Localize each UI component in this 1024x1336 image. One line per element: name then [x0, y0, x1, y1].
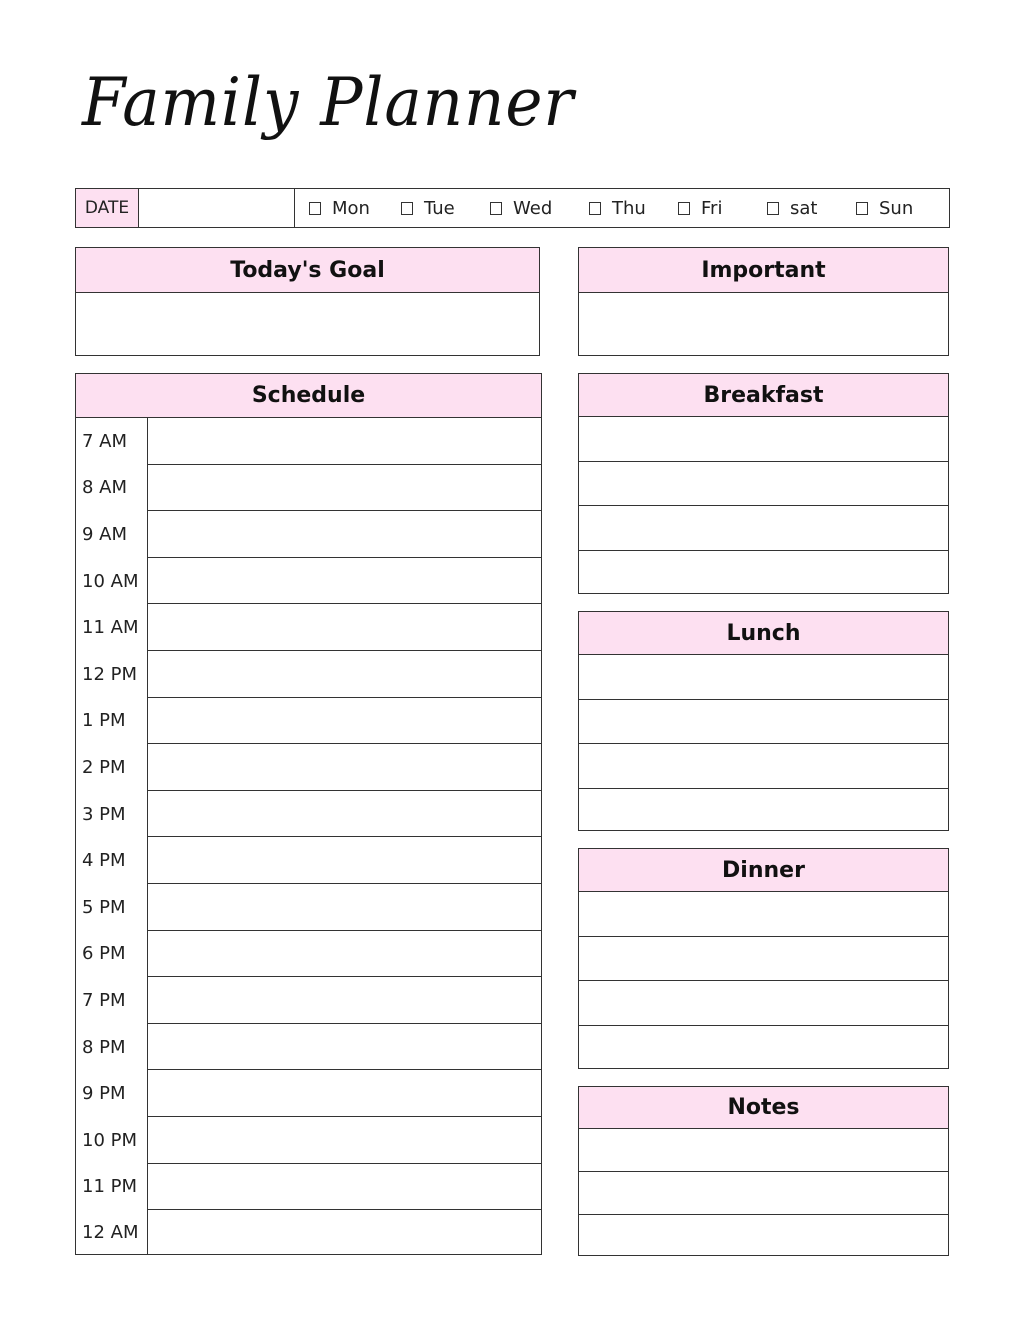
important-header: Important	[579, 248, 948, 293]
dinner-section	[578, 848, 949, 1069]
time-label: 9 AM	[76, 511, 148, 558]
time-label: 8 AM	[76, 465, 148, 512]
day-thu[interactable]	[589, 198, 678, 219]
dinner-line[interactable]	[579, 937, 948, 982]
time-label: 11 PM	[76, 1164, 148, 1211]
day-tue[interactable]	[401, 198, 490, 219]
schedule-slot[interactable]	[148, 418, 541, 465]
dinner-line[interactable]	[579, 981, 948, 1026]
checkbox-icon[interactable]	[856, 202, 868, 215]
checkbox-icon[interactable]	[490, 202, 502, 215]
checkbox-icon[interactable]	[401, 202, 413, 215]
date-bar	[75, 188, 950, 228]
day-wed[interactable]	[490, 198, 589, 219]
checkbox-icon[interactable]	[589, 202, 601, 215]
checkbox-icon[interactable]	[678, 202, 690, 215]
important-section	[578, 247, 949, 356]
lunch-line[interactable]	[579, 700, 948, 745]
schedule-slot[interactable]	[148, 837, 541, 884]
schedule-slot[interactable]	[148, 931, 541, 978]
schedule-slot[interactable]	[148, 1070, 541, 1117]
schedule-header: Schedule	[76, 374, 541, 418]
page-title: Family Planner	[82, 64, 575, 141]
schedule-slot[interactable]	[148, 884, 541, 931]
schedule-row	[76, 604, 541, 651]
dinner-line[interactable]	[579, 892, 948, 937]
notes-line[interactable]	[579, 1172, 948, 1215]
notes-line[interactable]	[579, 1215, 948, 1254]
schedule-row	[76, 791, 541, 838]
schedule-slot[interactable]	[148, 604, 541, 651]
day-sat[interactable]	[767, 198, 856, 219]
lunch-header: Lunch	[579, 612, 948, 655]
schedule-slot[interactable]	[148, 558, 541, 605]
schedule-slot[interactable]	[148, 744, 541, 791]
schedule-slot[interactable]	[148, 651, 541, 698]
schedule-row	[76, 1070, 541, 1117]
time-label: 12 AM	[76, 1210, 148, 1254]
schedule-slot[interactable]	[148, 511, 541, 558]
schedule-row	[76, 931, 541, 978]
day-label: Sun	[879, 197, 914, 219]
dinner-line[interactable]	[579, 1026, 948, 1068]
day-label: Mon	[332, 197, 370, 219]
breakfast-line[interactable]	[579, 551, 948, 593]
time-label: 10 PM	[76, 1117, 148, 1164]
lunch-line[interactable]	[579, 744, 948, 789]
todays-goal-section	[75, 247, 540, 356]
day-label: Fri	[701, 197, 723, 219]
time-label: 5 PM	[76, 884, 148, 931]
day-label: sat	[790, 197, 818, 219]
schedule-slot[interactable]	[148, 1117, 541, 1164]
day-sun[interactable]	[856, 198, 913, 219]
time-label: 1 PM	[76, 698, 148, 745]
time-label: 9 PM	[76, 1070, 148, 1117]
todays-goal-header: Today's Goal	[76, 248, 539, 293]
date-label: DATE	[76, 189, 139, 227]
time-label: 10 AM	[76, 558, 148, 605]
schedule-row	[76, 465, 541, 512]
checkbox-icon[interactable]	[309, 202, 321, 215]
weekday-checklist	[295, 189, 949, 227]
breakfast-line[interactable]	[579, 506, 948, 551]
breakfast-section	[578, 373, 949, 594]
important-field[interactable]	[579, 293, 948, 354]
schedule-row	[76, 744, 541, 791]
time-label: 6 PM	[76, 931, 148, 978]
schedule-row	[76, 651, 541, 698]
day-label: Thu	[612, 197, 646, 219]
day-label: Wed	[513, 197, 553, 219]
time-label: 4 PM	[76, 837, 148, 884]
schedule-row	[76, 1117, 541, 1164]
notes-line[interactable]	[579, 1129, 948, 1172]
schedule-row	[76, 837, 541, 884]
breakfast-header: Breakfast	[579, 374, 948, 417]
schedule-row	[76, 698, 541, 745]
schedule-row	[76, 1164, 541, 1211]
schedule-slot[interactable]	[148, 698, 541, 745]
schedule-slot[interactable]	[148, 1210, 541, 1254]
schedule-row	[76, 1024, 541, 1071]
schedule-slot[interactable]	[148, 1164, 541, 1211]
dinner-header: Dinner	[579, 849, 948, 892]
time-label: 12 PM	[76, 651, 148, 698]
schedule-row	[76, 511, 541, 558]
time-label: 11 AM	[76, 604, 148, 651]
time-label: 7 PM	[76, 977, 148, 1024]
time-label: 8 PM	[76, 1024, 148, 1071]
schedule-row	[76, 418, 541, 465]
day-fri[interactable]	[678, 198, 767, 219]
schedule-row	[76, 558, 541, 605]
notes-header: Notes	[579, 1087, 948, 1129]
date-field[interactable]	[139, 189, 295, 227]
schedule-slot[interactable]	[148, 465, 541, 512]
schedule-section	[75, 373, 542, 1255]
lunch-line[interactable]	[579, 655, 948, 700]
lunch-line[interactable]	[579, 789, 948, 830]
breakfast-line[interactable]	[579, 417, 948, 462]
schedule-row	[76, 884, 541, 931]
schedule-rows	[76, 418, 541, 1254]
notes-section	[578, 1086, 949, 1256]
lunch-section	[578, 611, 949, 831]
schedule-slot[interactable]	[148, 791, 541, 838]
day-mon[interactable]	[309, 198, 401, 219]
schedule-slot[interactable]	[148, 977, 541, 1024]
breakfast-line[interactable]	[579, 462, 948, 507]
schedule-row	[76, 1210, 541, 1254]
schedule-slot[interactable]	[148, 1024, 541, 1071]
checkbox-icon[interactable]	[767, 202, 779, 215]
time-label: 2 PM	[76, 744, 148, 791]
todays-goal-field[interactable]	[76, 293, 539, 354]
day-label: Tue	[424, 197, 455, 219]
time-label: 7 AM	[76, 418, 148, 465]
schedule-row	[76, 977, 541, 1024]
time-label: 3 PM	[76, 791, 148, 838]
